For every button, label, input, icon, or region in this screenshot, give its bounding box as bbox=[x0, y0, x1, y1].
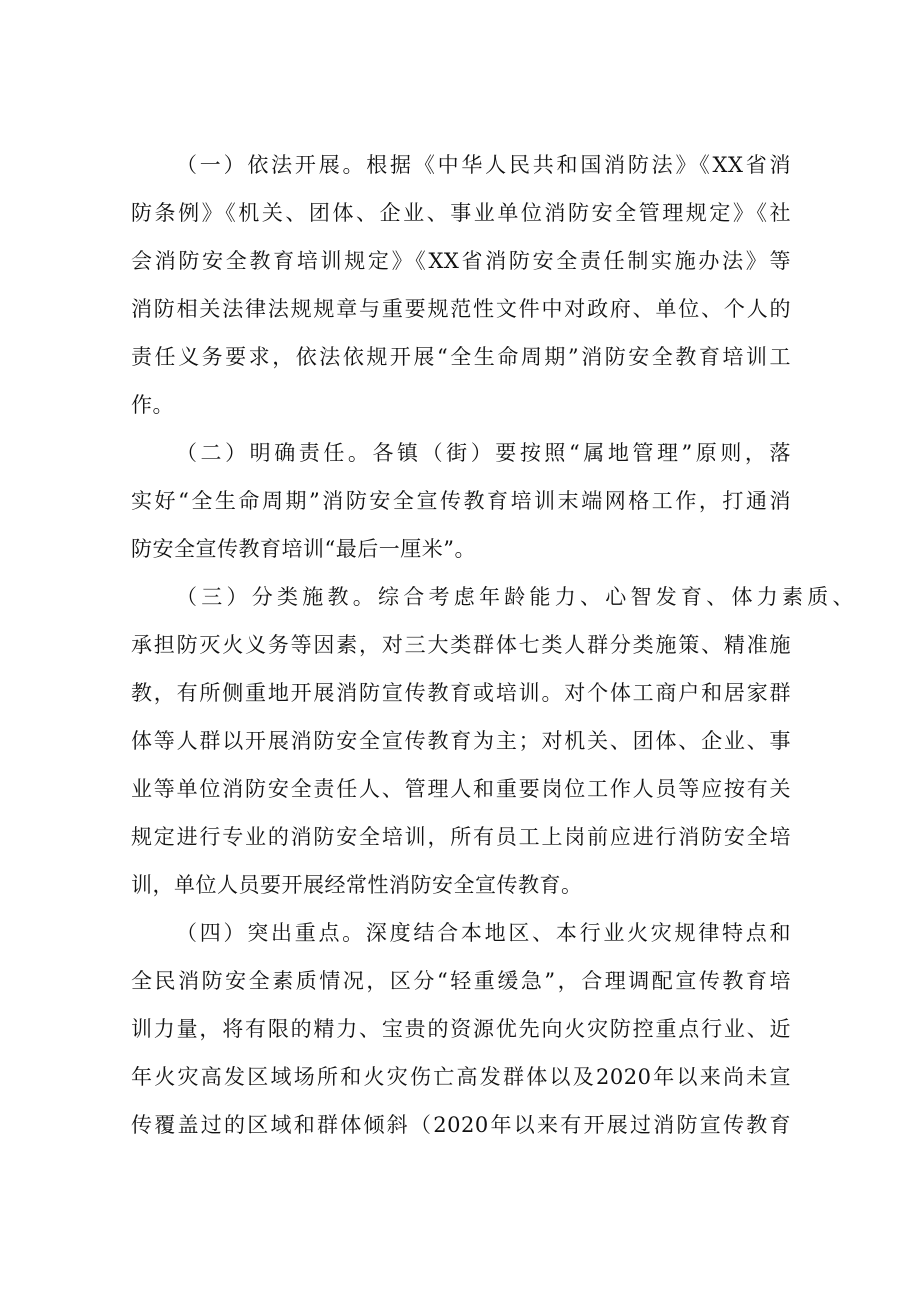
p3-line-6: 规定进行专业的消防安全培训，所有员工上岗前应进行消防安全培 bbox=[131, 825, 791, 849]
p3-line-3: 教，有所侧重地开展消防宣传教育或培训。对个体工商户和居家群 bbox=[131, 681, 791, 705]
p4-line-5: 传覆盖过的区域和群体倾斜（2020年以来有开展过消防宣传教育 bbox=[131, 1113, 791, 1137]
p4-line-1: （四）突出重点。深度结合本地区、本行业火灾规律特点和 bbox=[176, 921, 791, 945]
p3-line-4: 体等人群以开展消防安全宣传教育为主；对机关、团体、企业、事 bbox=[131, 729, 791, 753]
p2-line-3: 防安全宣传教育培训“最后一厘米”。 bbox=[131, 537, 476, 561]
p2-line-2: 实好“全生命周期”消防安全宣传教育培训末端网格工作，打通消 bbox=[131, 489, 791, 513]
p1-line-5: 责任义务要求，依法依规开展“全生命周期”消防安全教育培训工 bbox=[131, 345, 791, 369]
p3-line-2: 承担防灭火义务等因素，对三大类群体七类人群分类施策、精准施 bbox=[131, 633, 791, 657]
p1-line-2: 防条例》《机关、团体、企业、事业单位消防安全管理规定》《社 bbox=[131, 201, 791, 225]
p2-line-1: （二）明确责任。各镇（街）要按照“属地管理”原则，落 bbox=[176, 441, 791, 465]
p1-line-1: （一）依法开展。根据《中华人民共和国消防法》《XX省消 bbox=[176, 153, 791, 177]
p4-line-4: 年火灾高发区域场所和火灾伤亡高发群体以及2020年以来尚未宣 bbox=[131, 1065, 791, 1089]
p1-line-4: 消防相关法律法规规章与重要规范性文件中对政府、单位、个人的 bbox=[131, 297, 791, 321]
p4-line-2: 全民消防安全素质情况，区分“轻重缓急”，合理调配宣传教育培 bbox=[131, 969, 791, 993]
p4-line-3: 训力量，将有限的精力、宝贵的资源优先向火灾防控重点行业、近 bbox=[131, 1017, 791, 1041]
p1-line-6: 作。 bbox=[131, 393, 174, 417]
p3-line-1: （三）分类施教。综合考虑年龄能力、心智发育、体力素质、 bbox=[176, 585, 854, 609]
p3-line-7: 训，单位人员要开展经常性消防安全宣传教育。 bbox=[131, 873, 583, 897]
p1-line-3: 会消防安全教育培训规定》《XX省消防安全责任制实施办法》等 bbox=[131, 249, 791, 273]
p3-line-5: 业等单位消防安全责任人、管理人和重要岗位工作人员等应按有关 bbox=[131, 777, 791, 801]
